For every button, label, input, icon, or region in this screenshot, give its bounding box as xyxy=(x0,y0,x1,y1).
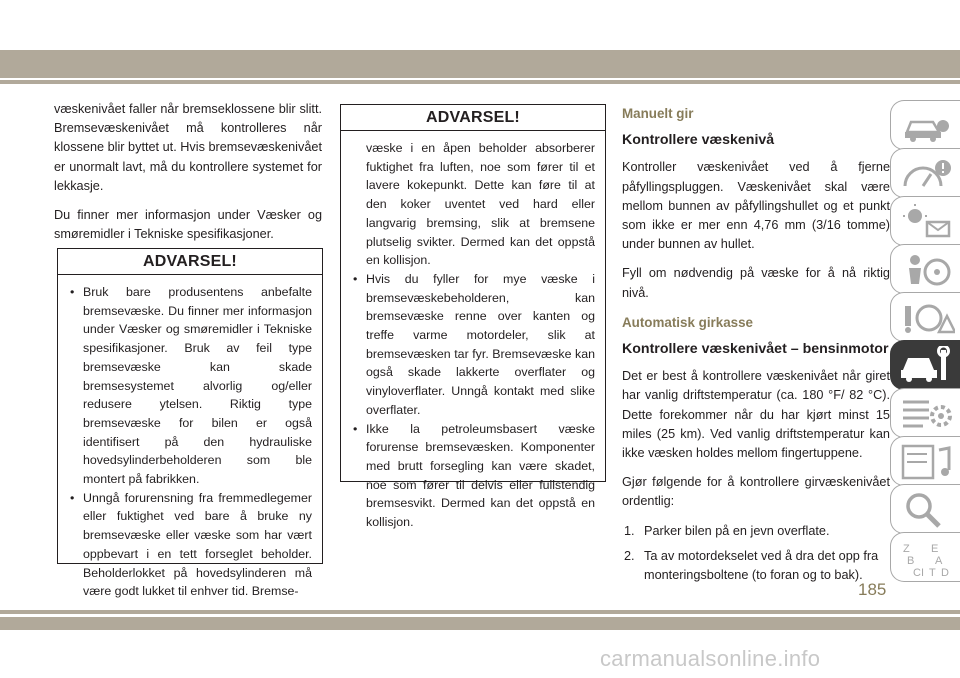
warning-title: ADVARSEL! xyxy=(58,249,322,275)
tab-multimedia[interactable] xyxy=(890,436,960,486)
footer-band xyxy=(0,617,960,630)
tab-car-info[interactable] xyxy=(890,100,960,150)
car-info-icon xyxy=(899,106,955,146)
section-heading: Manuelt gir xyxy=(622,106,694,121)
magnifier-search-icon xyxy=(899,490,955,530)
index-letters-icon xyxy=(899,538,955,578)
warning-title: ADVARSEL! xyxy=(341,105,605,131)
tab-index[interactable] xyxy=(890,532,960,582)
paragraph: væskenivået faller når bremseklossene blir slitt. Bremsevæskenivået må kontrolleres når klossene blir byttet ut. Hvis bremsevæskenivået er unormalt lavt, må du kontrollere systemet for lekkasje. xyxy=(54,102,322,193)
right-column xyxy=(622,104,890,591)
safety-lights-icon xyxy=(899,202,955,242)
warning-bullet: • Unngå forurensning fra fremmedlegemer eller fuktighet ved bare å bruke ny bremsevæske eller væske som har vært oppbevart i en tett forseglet beholder. Beholderlokket på hovedsylinderen må være godt lukket til enhver tid. Bremse- xyxy=(70,489,312,601)
numbered-step xyxy=(622,547,890,585)
step-text: Ta av motordekselet ved å dra det opp fra monteringsboltene (to foran og to bak). xyxy=(644,548,879,583)
tab-dashboard-warning[interactable] xyxy=(890,148,960,198)
index-letter: E xyxy=(931,543,939,555)
index-letter: Z xyxy=(903,543,910,555)
step-text: Parker bilen på en jevn overflate. xyxy=(644,523,830,538)
warning-continuation: væske i en åpen beholder absorberer fuktighet fra luften, noe som fører til et lavere kokepunkt. Dette kan føre til at den koker uventet ved hard eller langvarig bremsing, slik at bremsene plutselig svikter. Dermed kan det oppstå en kollisjon. xyxy=(366,141,595,268)
paragraph: Kontroller væskenivået ved å fjerne påfyllingspluggen. Væskenivået skal være mellom bunnen av påfyllingshullet og et punkt som ikke er mer enn 4,76 mm (3/16 tomme) under bunnen av hullet. xyxy=(622,160,890,252)
numbered-step xyxy=(622,522,890,541)
subsection-heading: Kontrollere væskenivå xyxy=(622,132,775,149)
warning-box xyxy=(57,248,323,599)
index-letter: T xyxy=(929,567,936,578)
warning-bullet: • Bruk bare produsentens anbefalte bremsevæske. Du finner mer informasjon under Væsker og smøremidler i Tekniske spesifikasjoner. Bruk av feil type bremsevæske kan skade bremsesystemet alvorlig og/eller redusere ytelsen. Riktig type bremsevæske for bilen er også identifisert på den hydrauliske hovedsylinderbeholderen som ble montert på fabrikken. xyxy=(70,283,312,489)
warning-bullet: • Ikke la petroleumsbasert væske forurense bremsevæsken. Komponenter med brutt forsegling kan være skadet, noe som fører til delvis eller fullstendig bremsesvikt. Dermed kan det oppstå en kollisjon. xyxy=(353,420,595,532)
car-wrench-icon xyxy=(899,346,955,386)
index-letter: A xyxy=(935,555,943,567)
paragraph: Fyll om nødvendig på væske for å nå riktig nivå. xyxy=(622,266,890,300)
roadside-warning-icon xyxy=(899,298,955,338)
subsection-heading: Kontrollere væskenivået – bensinmotor xyxy=(622,341,889,358)
page-number: 185 xyxy=(858,580,887,599)
tab-safety-lights[interactable] xyxy=(890,196,960,246)
footer-band-thin xyxy=(0,610,960,614)
tab-steering-airbag[interactable] xyxy=(890,244,960,294)
paragraph: Det er best å kontrollere væskenivået når giret har vanlig driftstemperatur (ca. 180 °F/ 82 °C). Dette forekommer når du har kjørt minst 15 miles (25 km). Ved vanlig driftstemperatur kan ikke væsken holdes mellom fingertuppene. xyxy=(622,369,890,461)
header-band xyxy=(0,50,960,78)
steering-airbag-icon xyxy=(899,250,955,290)
step-number: 2. xyxy=(624,548,635,563)
dashboard-warning-icon xyxy=(899,154,955,194)
left-column xyxy=(54,100,322,254)
warning-box xyxy=(340,104,606,530)
header-band-thin xyxy=(0,80,960,84)
tab-roadside-warning[interactable] xyxy=(890,292,960,342)
paragraph: Du finner mer informasjon under Væsker og smøremidler i Tekniske spesifikasjoner. xyxy=(54,208,322,242)
paragraph: Gjør følgende for å kontrollere girvæskenivået ordentlig: xyxy=(622,475,890,509)
tab-specifications[interactable] xyxy=(890,388,960,438)
index-letter: C xyxy=(913,567,921,578)
multimedia-icon xyxy=(899,442,955,482)
section-heading: Automatisk girkasse xyxy=(622,314,753,330)
step-number: 1. xyxy=(624,523,635,538)
tab-search[interactable] xyxy=(890,484,960,534)
index-letter: B xyxy=(907,555,915,567)
watermark-text: carmanualsonline.info xyxy=(600,646,821,671)
tab-car-wrench[interactable] xyxy=(890,340,960,390)
warning-bullet: • Hvis du fyller for mye væske i bremsevæskebeholderen, kan bremsevæske renne over kanten og treffe varme motordeler, slik at bremsevæsken tar fyr. Bremsevæske kan også skade lakkerte overflater og vinyloverflater. Unngå kontakt med slike overflater. xyxy=(353,270,595,420)
specifications-icon xyxy=(899,394,955,434)
index-letter: D xyxy=(941,567,949,578)
index-letter: I xyxy=(921,567,925,578)
